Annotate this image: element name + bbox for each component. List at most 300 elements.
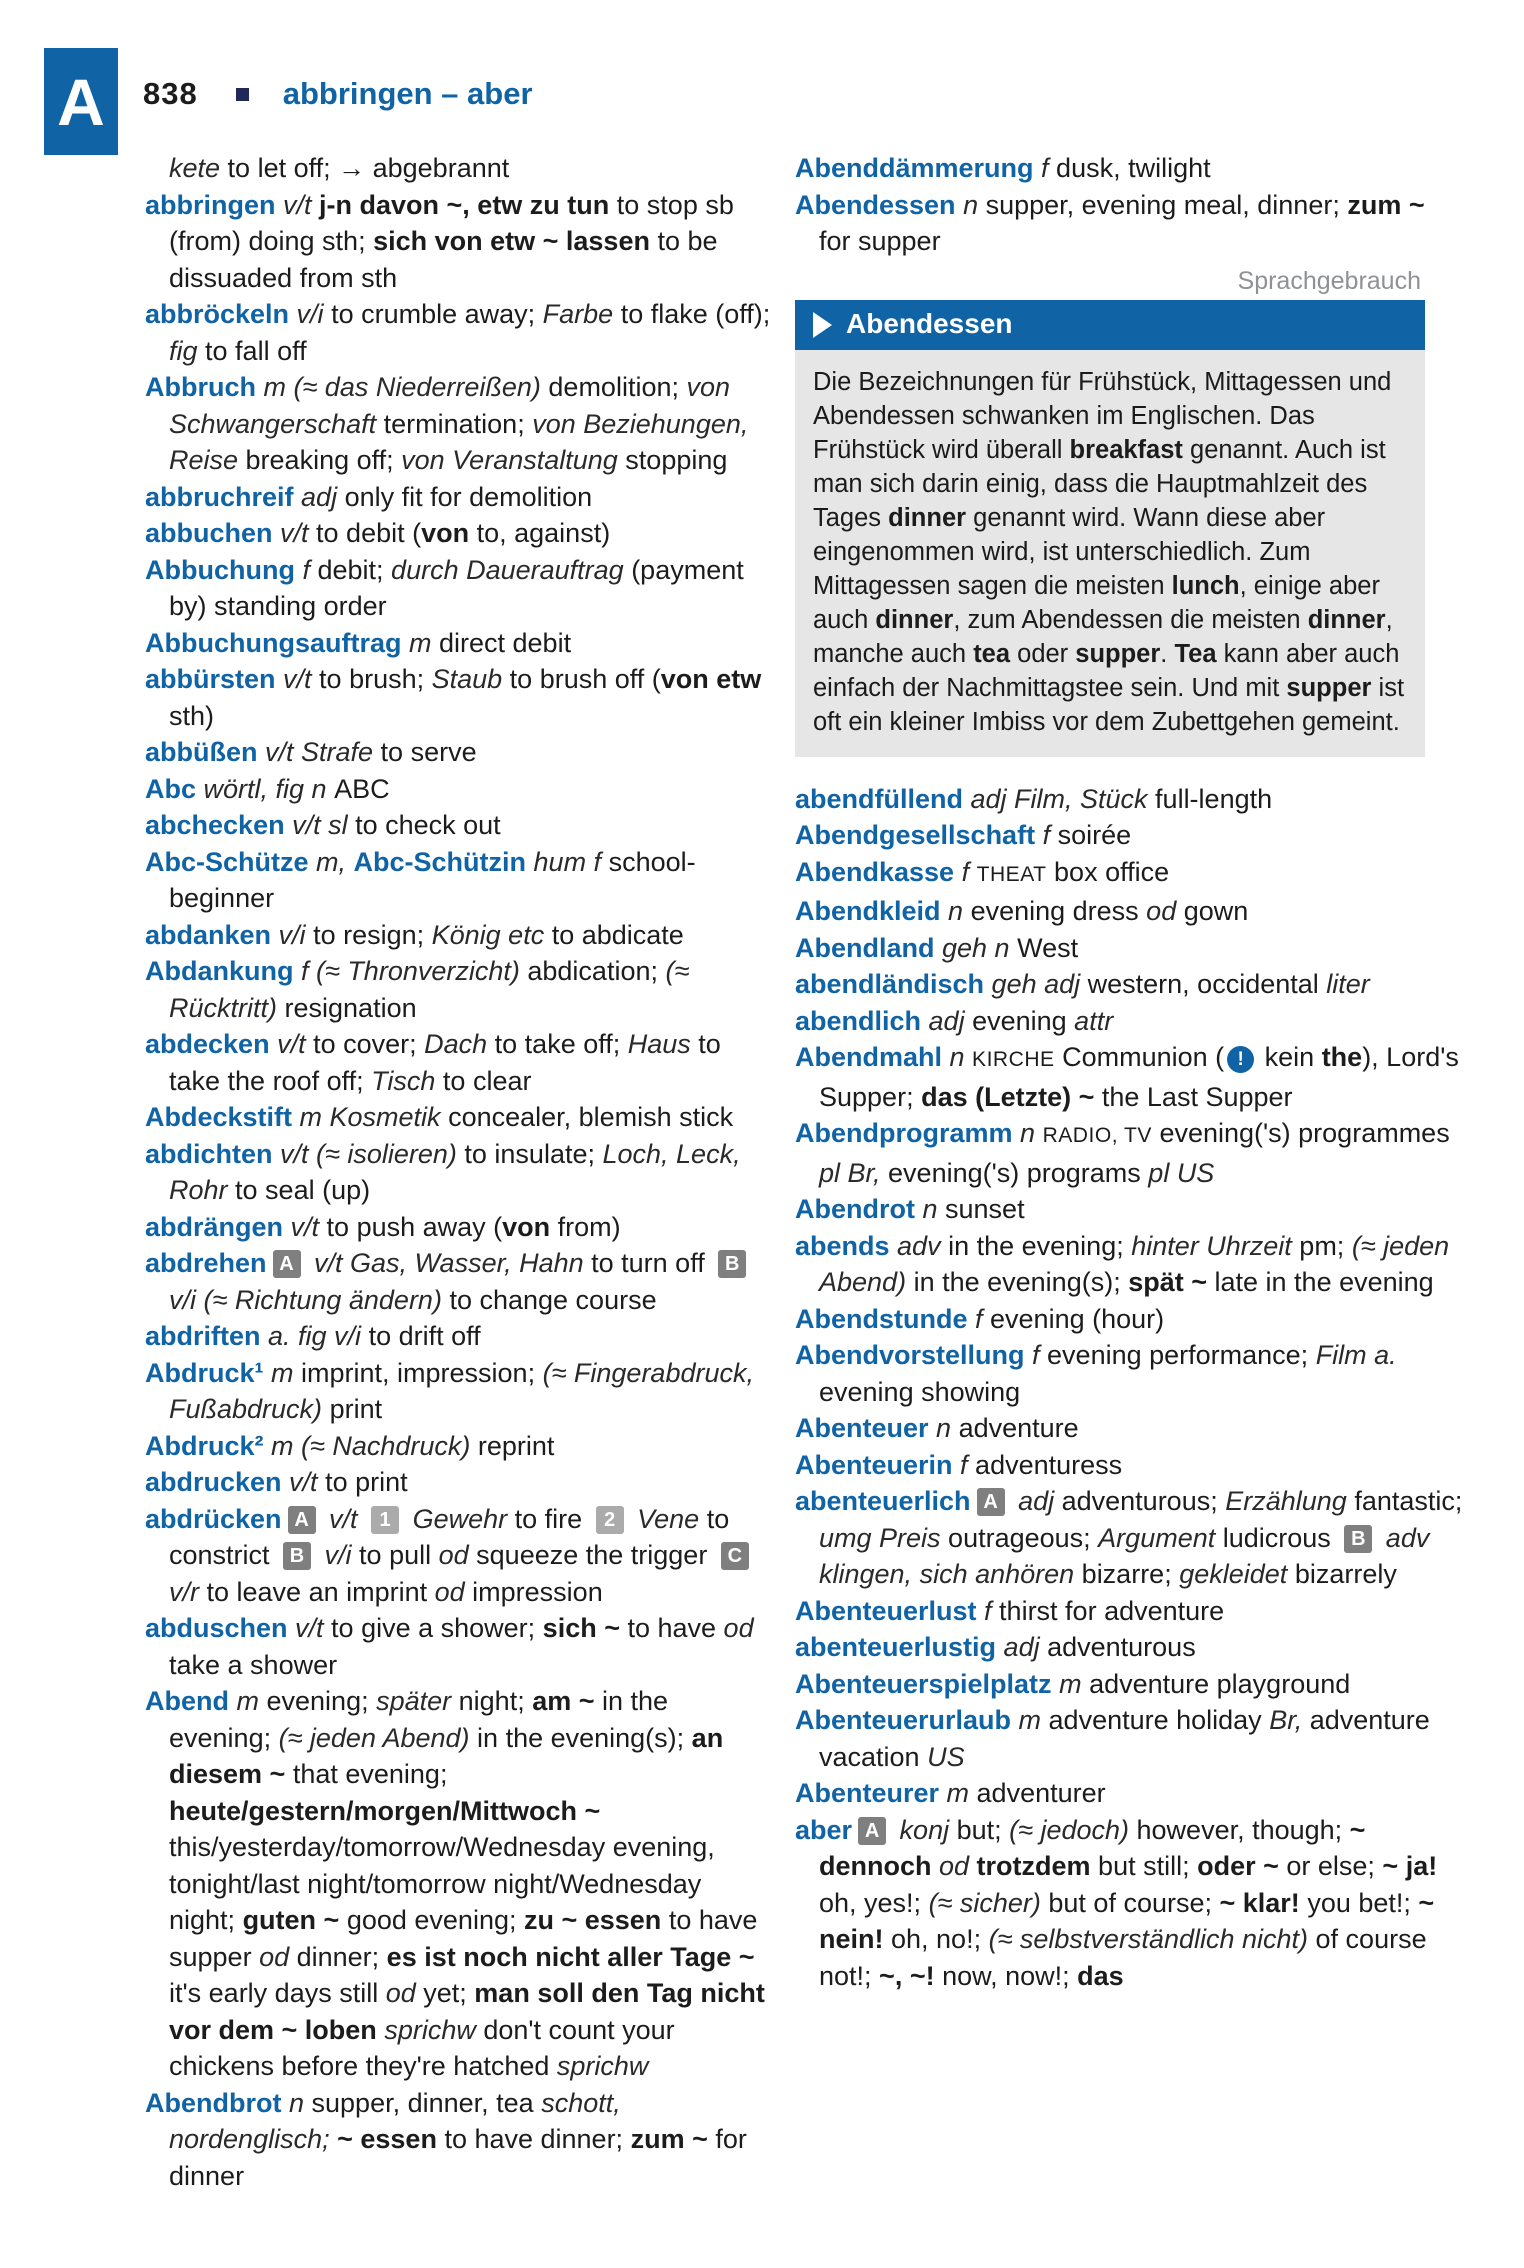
bold-phrase: zum ~ [1347, 189, 1425, 220]
text-run: ABC [334, 773, 390, 804]
italic-label: sprichw [376, 2014, 484, 2045]
text-run: . [1160, 639, 1175, 668]
usage-box-header [795, 300, 1425, 350]
headword: abbruchreif [145, 481, 294, 512]
headword: abbüßen [145, 737, 258, 767]
headword: Abc-Schützin [353, 846, 527, 877]
headword: abenteuerlustig [795, 1632, 997, 1662]
italic-label: od [438, 1540, 469, 1570]
text-run: evening dress [970, 896, 1147, 926]
headword: Abdruck¹ [145, 1357, 264, 1388]
text-run: , zum Abendessen die meisten [953, 605, 1308, 634]
italic-label: v/t Gas, Wasser, Hahn [306, 1248, 592, 1278]
dictionary-entry [145, 1683, 773, 2085]
italic-label: schott, nordenglisch; [169, 2087, 621, 2154]
text-run: late in the evening [1207, 1267, 1434, 1297]
text-run: night; [451, 1686, 533, 1716]
italic-label: adj [293, 481, 345, 512]
text-run: to take the roof off; [169, 1029, 721, 1096]
caution-info-icon: ! [1227, 1046, 1254, 1073]
italic-label: Farbe [542, 299, 614, 329]
italic-label: Film a. [1315, 1340, 1397, 1370]
italic-label: v/t [321, 1503, 366, 1534]
text-run: in the evening; [948, 1230, 1132, 1261]
sense-letter-badge: C [721, 1542, 749, 1570]
dictionary-entry [145, 479, 773, 516]
italic-label: n [928, 1413, 959, 1443]
text-run: ), Lord's Supper; [819, 1042, 1459, 1112]
text-run: evening (hour) [990, 1303, 1165, 1334]
text-run: demolition; [548, 372, 687, 402]
italic-label: m, [308, 846, 354, 877]
italic-label: v/t [269, 1029, 314, 1059]
italic-label: m [1011, 1705, 1049, 1735]
dictionary-entry [145, 1428, 773, 1465]
dictionary-entry [795, 781, 1463, 818]
text-run: soirée [1057, 820, 1132, 850]
text-run: kann aber auch einfach der Nachmittagstee sein. Und mit [813, 639, 1400, 702]
headword: Abenddämmerung [795, 153, 1034, 183]
text-run: of course not!; [819, 1924, 1427, 1991]
italic-label: v/t [272, 518, 317, 548]
text-run: to give a shower; [331, 1613, 543, 1643]
bold-phrase: Tea [1174, 639, 1217, 668]
italic-label: (≈ selbstverständlich nicht) [988, 1924, 1309, 1954]
headword: abbröckeln [145, 299, 290, 329]
dictionary-entry [795, 1301, 1463, 1338]
headword: Abdruck² [145, 1430, 264, 1461]
text-run: reprint [477, 1430, 555, 1461]
text-run: to, against) [469, 518, 611, 548]
italic-label: f [294, 554, 318, 585]
dictionary-entry [795, 1039, 1463, 1115]
dictionary-entry [145, 2085, 773, 2195]
italic-label: v/t (≈ isolieren) [272, 1138, 465, 1169]
headword: Abendstunde [795, 1303, 968, 1334]
text-run: to take off; [487, 1029, 628, 1059]
text-run: adventure [958, 1413, 1079, 1443]
text-run: western, occidental [1087, 969, 1327, 999]
text-run: thirst for adventure [999, 1595, 1225, 1626]
text-run: it's early days still [169, 1978, 386, 2008]
italic-label: adj Film, Stück [963, 783, 1156, 814]
italic-label: (≈ Fingerabdruck, Fußabdruck) [169, 1357, 754, 1424]
headword: Abenteuerin [795, 1449, 953, 1480]
italic-label: pl Br, [819, 1157, 881, 1188]
headword: Abendvorstellung [795, 1340, 1025, 1370]
text-run: evening showing [819, 1376, 1021, 1407]
text-run: sth) [169, 700, 215, 731]
text-run: outrageous; [940, 1522, 1099, 1553]
text-run: squeeze the trigger [468, 1540, 715, 1570]
headword: Abendkasse [795, 856, 955, 887]
text-run: from) [550, 1211, 621, 1242]
text-run: to cover; [313, 1029, 425, 1059]
page-header [143, 72, 533, 116]
sense-letter-badge: A [977, 1488, 1005, 1516]
text-run: to fire [514, 1503, 590, 1534]
bold-phrase: heute/gestern/morgen/Mittwoch ~ [169, 1795, 601, 1826]
text-run: now, now!; [934, 1960, 1078, 1991]
italic-label: adv [889, 1230, 949, 1261]
bold-phrase: lunch [1171, 571, 1240, 600]
dictionary-entry [145, 1501, 773, 1611]
text-run: Die Bezeichnungen für Frühstück, Mittagessen und Abendessen schwanken im Englischen. Das Frühstück wird überall [813, 367, 1392, 464]
dictionary-entry [145, 1099, 773, 1136]
italic-label: v/i [271, 919, 314, 950]
italic-label: v/i [289, 299, 332, 329]
bold-phrase: trotzdem [976, 1851, 1091, 1881]
text-run: to pull [359, 1540, 439, 1570]
bold-phrase: j-n davon ~, etw zu tun [319, 189, 610, 220]
sense-letter-badge: A [288, 1506, 316, 1534]
bold-phrase: sich von etw ~ lassen [373, 226, 650, 256]
italic-label: von Veranstaltung [401, 445, 618, 475]
dictionary-entry [145, 187, 773, 297]
text-run: to turn off [591, 1248, 713, 1278]
text-run: evening('s) programs [880, 1157, 1149, 1188]
sense-letter-badge: B [1344, 1525, 1372, 1553]
text-run: adventure vacation [819, 1705, 1430, 1772]
text-run: yet; [415, 1978, 475, 2008]
bold-phrase: ~ klar! [1219, 1887, 1300, 1918]
italic-label: wörtl, fig n [196, 773, 335, 804]
text-run: , manche auch [813, 605, 1393, 668]
bold-phrase: ~ essen [337, 2124, 437, 2154]
text-run: sunset [945, 1194, 1025, 1224]
headword: abenteuerlich [795, 1486, 971, 1516]
right-column-bottom-entries [795, 781, 1463, 1995]
text-run: bizarre; [1081, 1559, 1180, 1589]
text-run: to serve [380, 737, 477, 767]
smallcaps-label: RADIO, TV [1042, 1124, 1152, 1147]
text-run: to crumble away; [331, 299, 543, 329]
text-run: kein [1257, 1042, 1322, 1072]
headword: abdanken [145, 919, 272, 950]
headword: abdriften [145, 1321, 261, 1351]
italic-label: Tisch [371, 1065, 436, 1096]
italic-label: v/r [169, 1576, 207, 1607]
bold-phrase: supper [1286, 673, 1372, 702]
italic-label: v/i [317, 1540, 360, 1570]
text-run: adventurous [1047, 1632, 1196, 1662]
italic-label: m [401, 627, 439, 658]
bold-phrase: ~, ~! [879, 1960, 935, 1991]
bold-phrase: oder ~ [1197, 1851, 1279, 1881]
dictionary-entry [795, 1483, 1463, 1593]
sense-number-badge: 2 [596, 1506, 624, 1534]
text-run: to brush; [319, 664, 432, 694]
text-run: good evening; [339, 1905, 524, 1935]
square-bullet-icon [236, 88, 249, 101]
headword: abendländisch [795, 969, 985, 999]
text-run: (payment by) standing order [169, 554, 744, 621]
sense-letter-badge: A [858, 1817, 886, 1845]
headword: Abbuchungsauftrag [145, 627, 402, 658]
headword: abdrucken [145, 1467, 282, 1497]
text-run: to stop sb (from) doing sth; [169, 189, 734, 256]
usage-box-body [795, 350, 1425, 757]
text-run: gown [1176, 896, 1249, 926]
headword: Abendmahl [795, 1042, 943, 1072]
headword: Abenteuerlust [795, 1595, 977, 1626]
italic-label: Staub [431, 664, 503, 694]
text-run: stopping [617, 445, 728, 475]
dictionary-entry [795, 1003, 1463, 1040]
text-run: adventure playground [1089, 1668, 1351, 1699]
text-run: adventuress [975, 1449, 1123, 1480]
bold-phrase: sich ~ [542, 1613, 620, 1643]
text-run: full-length [1155, 783, 1273, 814]
dictionary-entry [145, 771, 773, 808]
headword: abbuchen [145, 518, 273, 548]
italic-label: umg Preis [819, 1522, 941, 1553]
bold-phrase: von [502, 1211, 551, 1242]
text-run: the Last Supper [1094, 1081, 1293, 1112]
sense-letter-badge: B [283, 1542, 311, 1570]
text-run: in the evening(s); [469, 1722, 692, 1753]
italic-label: von Beziehungen, Reise [169, 408, 749, 475]
italic-label: m (≈ Nachdruck) [263, 1430, 478, 1461]
dictionary-entry [145, 917, 773, 954]
italic-label: od [723, 1613, 754, 1643]
text-run: to print [325, 1467, 408, 1497]
headword: Abenteurer [795, 1778, 940, 1808]
text-run: evening [972, 1005, 1075, 1036]
text-run: to abdicate [544, 919, 684, 950]
usage-box-label: Sprachgebrauch [1237, 266, 1421, 295]
italic-label: v/t [287, 1613, 332, 1643]
text-run: box office [1046, 856, 1170, 887]
italic-label: od [385, 1978, 416, 2008]
text-run: supper, evening meal, dinner; [985, 189, 1348, 220]
bold-phrase: spät ~ [1128, 1267, 1207, 1297]
bold-phrase: supper [1075, 639, 1161, 668]
italic-label: Gewehr [405, 1503, 515, 1534]
italic-label: f [967, 1303, 991, 1334]
italic-label: durch Dauerauftrag [391, 554, 624, 585]
dictionary-entry [145, 552, 773, 625]
text-run: to be dissuaded from sth [169, 226, 718, 293]
italic-label: v/t [275, 664, 320, 694]
smallcaps-label: KIRCHE [972, 1048, 1055, 1071]
text-run: school-beginner [169, 846, 696, 913]
dictionary-entry [795, 187, 1463, 260]
bold-phrase: an diesem ~ [169, 1722, 724, 1789]
italic-label: kete [169, 153, 221, 183]
italic-label: f [954, 856, 977, 887]
sense-letter-badge: B [718, 1250, 746, 1278]
dictionary-entry [795, 1337, 1463, 1410]
dictionary-entry [145, 734, 773, 771]
dictionary-entry [795, 150, 1463, 187]
italic-label: adv klingen, sich anhören [819, 1522, 1430, 1589]
italic-label: od [1146, 896, 1177, 926]
text-run: impression [464, 1576, 603, 1607]
bold-phrase: von etw [660, 664, 762, 694]
dictionary-entry [145, 1245, 773, 1318]
text-run: oh, no!; [883, 1924, 989, 1954]
text-run: to flake (off); [613, 299, 771, 329]
italic-label: Br, [1269, 1705, 1303, 1735]
italic-label: (≈ jedoch) [1009, 1814, 1130, 1845]
bold-phrase: the [1321, 1042, 1363, 1072]
italic-label: Erzählung [1225, 1486, 1347, 1516]
italic-label: sprichw [556, 2051, 649, 2081]
dictionary-entry [795, 1115, 1463, 1191]
text-run: to have dinner; [436, 2124, 631, 2154]
text-run: to let off; → abgebrannt [220, 153, 510, 183]
text-run: adventurous; [1061, 1486, 1226, 1516]
headword: abdrücken [145, 1503, 282, 1534]
dictionary-entry [795, 1666, 1463, 1703]
italic-label: v/t Strafe [257, 737, 381, 767]
italic-label: attr [1074, 1005, 1114, 1036]
text-run: fantastic; [1346, 1486, 1463, 1516]
bold-phrase: ~ nein! [819, 1887, 1435, 1954]
italic-label: f (≈ Thronverzicht) [293, 956, 528, 986]
italic-label: geh n [934, 932, 1018, 963]
bold-phrase: ~ ja! [1382, 1851, 1438, 1881]
text-run: to insulate; [464, 1138, 603, 1169]
bold-phrase: zum ~ [630, 2124, 708, 2154]
text-run: to leave an imprint [206, 1576, 435, 1607]
italic-label: hum f [526, 846, 609, 877]
italic-label: a. fig v/i [260, 1321, 369, 1351]
text-run: imprint, impression; [301, 1357, 543, 1388]
italic-label: (≈ jeden Abend) [819, 1230, 1450, 1297]
text-run: to resign; [313, 919, 432, 950]
headword: abdichten [145, 1138, 273, 1169]
page-number: 838 [143, 76, 198, 111]
text-run: dusk, twilight [1056, 153, 1211, 183]
italic-label: n [940, 896, 971, 926]
dictionary-entry [795, 930, 1463, 967]
text-run: genannt wird. Wann diese aber eingenommen wird, ist unterschiedlich. Zum Mittagessen sagen die meisten [813, 503, 1326, 600]
text-run: but still; [1090, 1851, 1198, 1881]
italic-label: von Schwangerschaft [169, 372, 731, 439]
italic-label: od [434, 1576, 465, 1607]
dictionary-entry [795, 966, 1463, 1003]
text-run: to clear [435, 1065, 532, 1096]
headword: Abendkleid [795, 896, 941, 926]
dictionary-entry [145, 1610, 773, 1683]
text-run: breaking off; [238, 445, 402, 475]
text-run: evening('s) programmes [1151, 1118, 1450, 1148]
dictionary-entry [145, 953, 773, 1026]
italic-label: adj [1010, 1486, 1062, 1516]
italic-label: Dach [424, 1029, 488, 1059]
headword: abends [795, 1230, 890, 1261]
headword: Abbuchung [145, 554, 295, 585]
italic-label: konj [892, 1814, 957, 1845]
italic-label: od [259, 1941, 290, 1972]
text-run: adventure holiday [1048, 1705, 1270, 1735]
dictionary-entry [145, 1355, 773, 1428]
italic-label: m Kosmetik [292, 1102, 449, 1132]
bold-phrase: man soll den Tag nicht vor dem ~ loben [169, 1978, 765, 2045]
dictionary-entry [795, 1410, 1463, 1447]
text-run: adventurer [976, 1778, 1106, 1808]
dictionary-entry [795, 1447, 1463, 1484]
bold-phrase: das [1077, 1960, 1124, 1991]
alphabet-tab-letter: A [57, 64, 105, 139]
text-run: dinner; [289, 1941, 387, 1972]
text-run: for supper [819, 226, 941, 256]
bold-phrase: von [421, 518, 470, 548]
headword: Abdeckstift [145, 1102, 293, 1132]
text-run: don't count your chickens before they're hatched [169, 2014, 675, 2081]
text-run: evening; [266, 1686, 377, 1716]
text-run: oh, yes!; [819, 1887, 929, 1918]
dictionary-entry [145, 369, 773, 479]
bold-phrase: dinner [875, 605, 954, 634]
text-run: abdication; [527, 956, 666, 986]
text-run: pm; [1291, 1230, 1352, 1261]
italic-label: (≈ sicher) [928, 1887, 1041, 1918]
headword: Abdankung [145, 956, 294, 986]
italic-label: später [376, 1686, 452, 1716]
italic-label: n [914, 1194, 946, 1224]
italic-label: pl US [1148, 1157, 1215, 1188]
text-run: take a shower [169, 1649, 338, 1680]
text-run: termination; [376, 408, 533, 439]
dictionary-entry [145, 807, 773, 844]
text-run: debit; [317, 554, 392, 585]
text-run: in the evening(s); [906, 1267, 1129, 1297]
dictionary-entry [795, 1228, 1463, 1301]
text-run: direct debit [439, 627, 572, 658]
italic-label: f [1033, 153, 1057, 183]
dictionary-entry [145, 1026, 773, 1099]
bold-phrase: guten ~ [242, 1905, 340, 1935]
dictionary-entry [795, 1812, 1463, 1995]
headword: Abendessen [795, 189, 956, 220]
italic-label: Loch, Leck, Rohr [169, 1138, 741, 1205]
italic-label: (≈ Rücktritt) [169, 956, 690, 1023]
smallcaps-label: THEAT [976, 862, 1047, 886]
headword: Abc-Schütze [145, 846, 309, 877]
headword: abchecken [145, 810, 285, 840]
play-triangle-icon [813, 312, 832, 338]
text-run: in the evening; [169, 1686, 669, 1753]
italic-label: n [281, 2087, 312, 2118]
italic-label: od [931, 1851, 977, 1881]
left-column [145, 150, 773, 2194]
text-run: you bet!; [1299, 1887, 1419, 1918]
italic-label: adj [921, 1005, 973, 1036]
italic-label: v/t sl [284, 810, 356, 840]
text-run: for dinner [169, 2124, 747, 2191]
dictionary-entry [145, 515, 773, 552]
alphabet-tab [44, 48, 118, 155]
dictionary-entry [795, 1191, 1463, 1228]
headword: Abenteuer [795, 1413, 929, 1443]
headword: Abend [145, 1686, 229, 1716]
bold-phrase: zu ~ essen [523, 1905, 662, 1935]
text-run: to constrict [169, 1503, 730, 1570]
dictionary-entry [795, 893, 1463, 930]
bold-phrase: am ~ [532, 1686, 595, 1716]
dictionary-entry [795, 1593, 1463, 1630]
italic-label: Vene [629, 1503, 707, 1534]
text-run: resignation [284, 992, 417, 1023]
text-run: genannt. Auch ist man sich darin einig, dass die Hauptmahlzeit des Tages [813, 435, 1386, 532]
text-run: or else; [1278, 1851, 1383, 1881]
italic-label: m [229, 1686, 267, 1716]
italic-label: f [952, 1449, 976, 1480]
italic-label: Haus [627, 1029, 691, 1059]
